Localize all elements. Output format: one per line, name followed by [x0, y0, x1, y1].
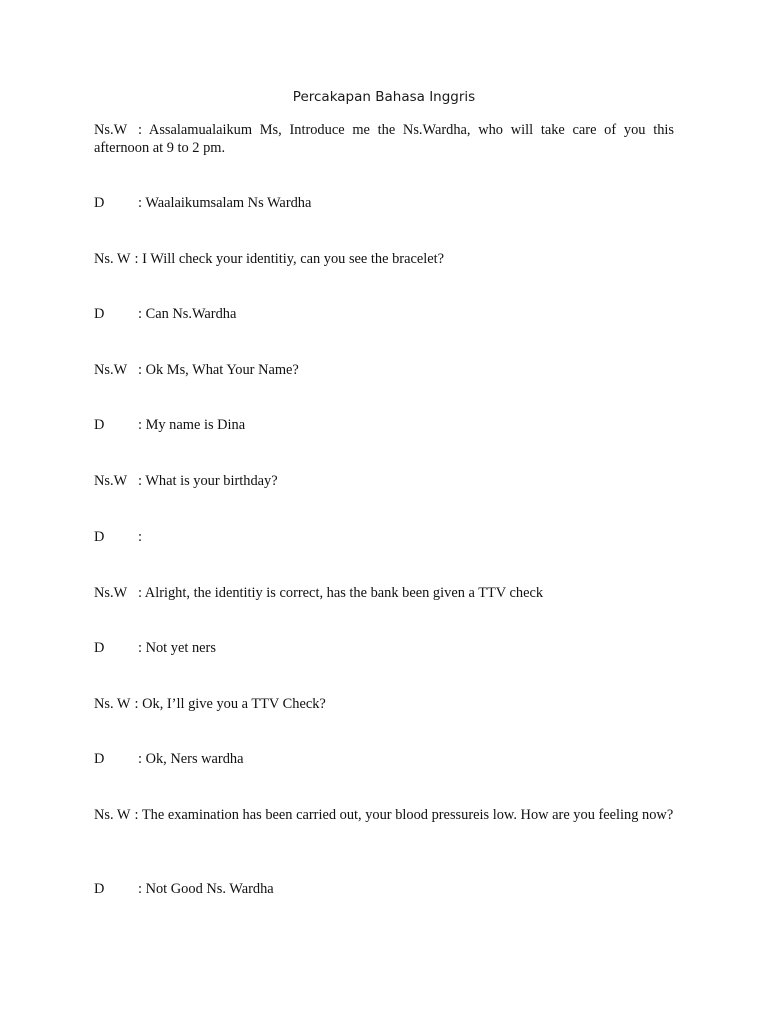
dialogue-text: : Ok Ms, What Your Name?	[138, 362, 299, 378]
speaker-label: D	[94, 529, 105, 545]
speaker-label: Ns. W	[94, 696, 131, 712]
dialogue-text: :	[138, 529, 142, 545]
dialogue-line	[94, 639, 674, 657]
speaker-label: Ns.W	[94, 473, 128, 489]
dialogue-text: : Not yet ners	[138, 640, 216, 656]
speaker-label: Ns.W	[94, 585, 128, 601]
dialogue-line	[94, 121, 674, 157]
speaker-label: Ns.W	[94, 122, 128, 138]
dialogue-text: : I Will check your identitiy, can you see the bracelet?	[134, 251, 445, 267]
document-title: Percakapan Bahasa Inggris	[292, 89, 476, 105]
dialogue-text: : Waalaikumsalam Ns Wardha	[138, 195, 312, 211]
dialogue-text: : What is your birthday?	[138, 473, 278, 489]
dialogue-line	[94, 584, 674, 602]
dialogue-line	[94, 750, 674, 768]
speaker-label: D	[94, 881, 105, 897]
dialogue-text: : The examination has been carried out, your blood pressureis low. How are you feeling now?	[134, 807, 674, 823]
dialogue-line	[94, 250, 674, 268]
dialogue-text: : Not Good Ns. Wardha	[138, 881, 274, 897]
dialogue-line	[94, 361, 674, 379]
dialogue-line	[94, 880, 674, 898]
dialogue-line	[94, 305, 674, 323]
dialogue-text: : My name is Dina	[138, 417, 246, 433]
speaker-label: D	[94, 751, 105, 767]
speaker-label: Ns.W	[94, 362, 128, 378]
dialogue-line	[94, 528, 674, 546]
dialogue-line	[94, 695, 674, 713]
speaker-label: Ns. W	[94, 251, 131, 267]
dialogue-text: : Assalamualaikum Ms, Introduce me the Ns.Wardha, who will take care of you this afternoon at 9 to 2 pm.	[94, 122, 674, 156]
speaker-label: D	[94, 306, 105, 322]
speaker-label: Ns. W	[94, 807, 131, 823]
dialogue-line	[94, 416, 674, 434]
dialogue-text: : Ok, Ners wardha	[138, 751, 244, 767]
speaker-label: D	[94, 417, 105, 433]
speaker-label: D	[94, 195, 105, 211]
speaker-label: D	[94, 640, 105, 656]
dialogue-line	[94, 806, 674, 824]
dialogue-text: : Ok, I’ll give you a TTV Check?	[134, 696, 326, 712]
dialogue-text: : Alright, the identitiy is correct, has the bank been given a TTV check	[138, 585, 544, 601]
dialogue-line	[94, 194, 674, 212]
dialogue-text: : Can Ns.Wardha	[138, 306, 237, 322]
dialogue-line	[94, 472, 674, 490]
